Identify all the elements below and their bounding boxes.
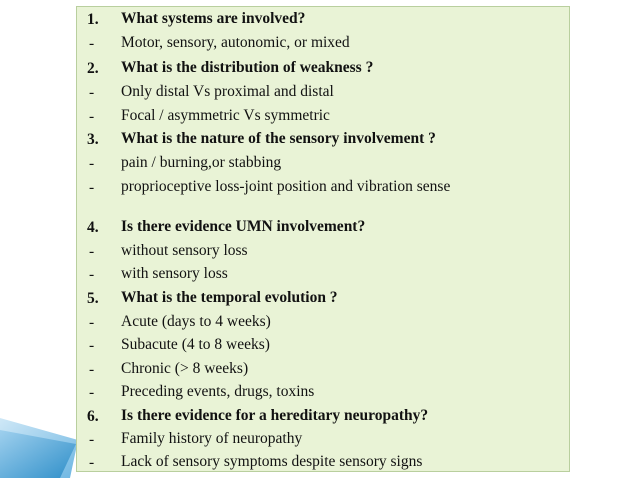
question-text: Is there evidence for a hereditary neuropathy? [121, 407, 429, 424]
bullet-marker: - [89, 35, 95, 52]
bullet-text: Subacute (4 to 8 weeks) [121, 336, 270, 353]
bullet-text: Chronic (> 8 weeks) [121, 360, 249, 377]
question-text: What is the temporal evolution ? [121, 289, 338, 306]
question-number: 2. [87, 60, 99, 77]
question-number: 4. [87, 219, 99, 236]
bullet-text: Only distal Vs proximal and distal [121, 83, 334, 100]
bullet-marker: - [89, 179, 95, 196]
question-text: What is the nature of the sensory involvement ? [121, 130, 436, 147]
bullet-marker: - [89, 155, 95, 172]
question-text: Is there evidence UMN involvement? [121, 218, 366, 235]
question-text: What systems are involved? [121, 10, 306, 27]
bullet-text: Acute (days to 4 weeks) [121, 313, 271, 330]
bullet-text: without sensory loss [121, 242, 248, 259]
bullet-marker: - [89, 84, 95, 101]
bullet-marker: - [89, 361, 95, 378]
bullet-marker: - [89, 108, 95, 125]
question-number: 1. [87, 11, 99, 28]
bullet-marker: - [89, 243, 95, 260]
bullet-text: with sensory loss [121, 265, 228, 282]
bullet-marker: - [89, 431, 95, 448]
question-number: 6. [87, 408, 99, 425]
bullet-text: proprioceptive loss-joint position and vibration sense [121, 178, 451, 195]
bullet-marker: - [89, 384, 95, 401]
question-number: 3. [87, 131, 99, 148]
bullet-text: Lack of sensory symptoms despite sensory signs [121, 453, 423, 470]
bullet-text: Preceding events, drugs, toxins [121, 383, 315, 400]
content-panel [76, 6, 570, 472]
question-text: What is the distribution of weakness ? [121, 59, 374, 76]
bullet-marker: - [89, 266, 95, 283]
bullet-text: Family history of neuropathy [121, 430, 303, 447]
bullet-text: pain / burning,or stabbing [121, 154, 282, 171]
bullet-text: Focal / asymmetric Vs symmetric [121, 107, 330, 124]
bullet-marker: - [89, 337, 95, 354]
bullet-marker: - [89, 454, 95, 471]
bullet-text: Motor, sensory, autonomic, or mixed [121, 34, 350, 51]
corner-swoosh-decoration [0, 398, 80, 478]
question-number: 5. [87, 290, 99, 307]
bullet-marker: - [89, 314, 95, 331]
